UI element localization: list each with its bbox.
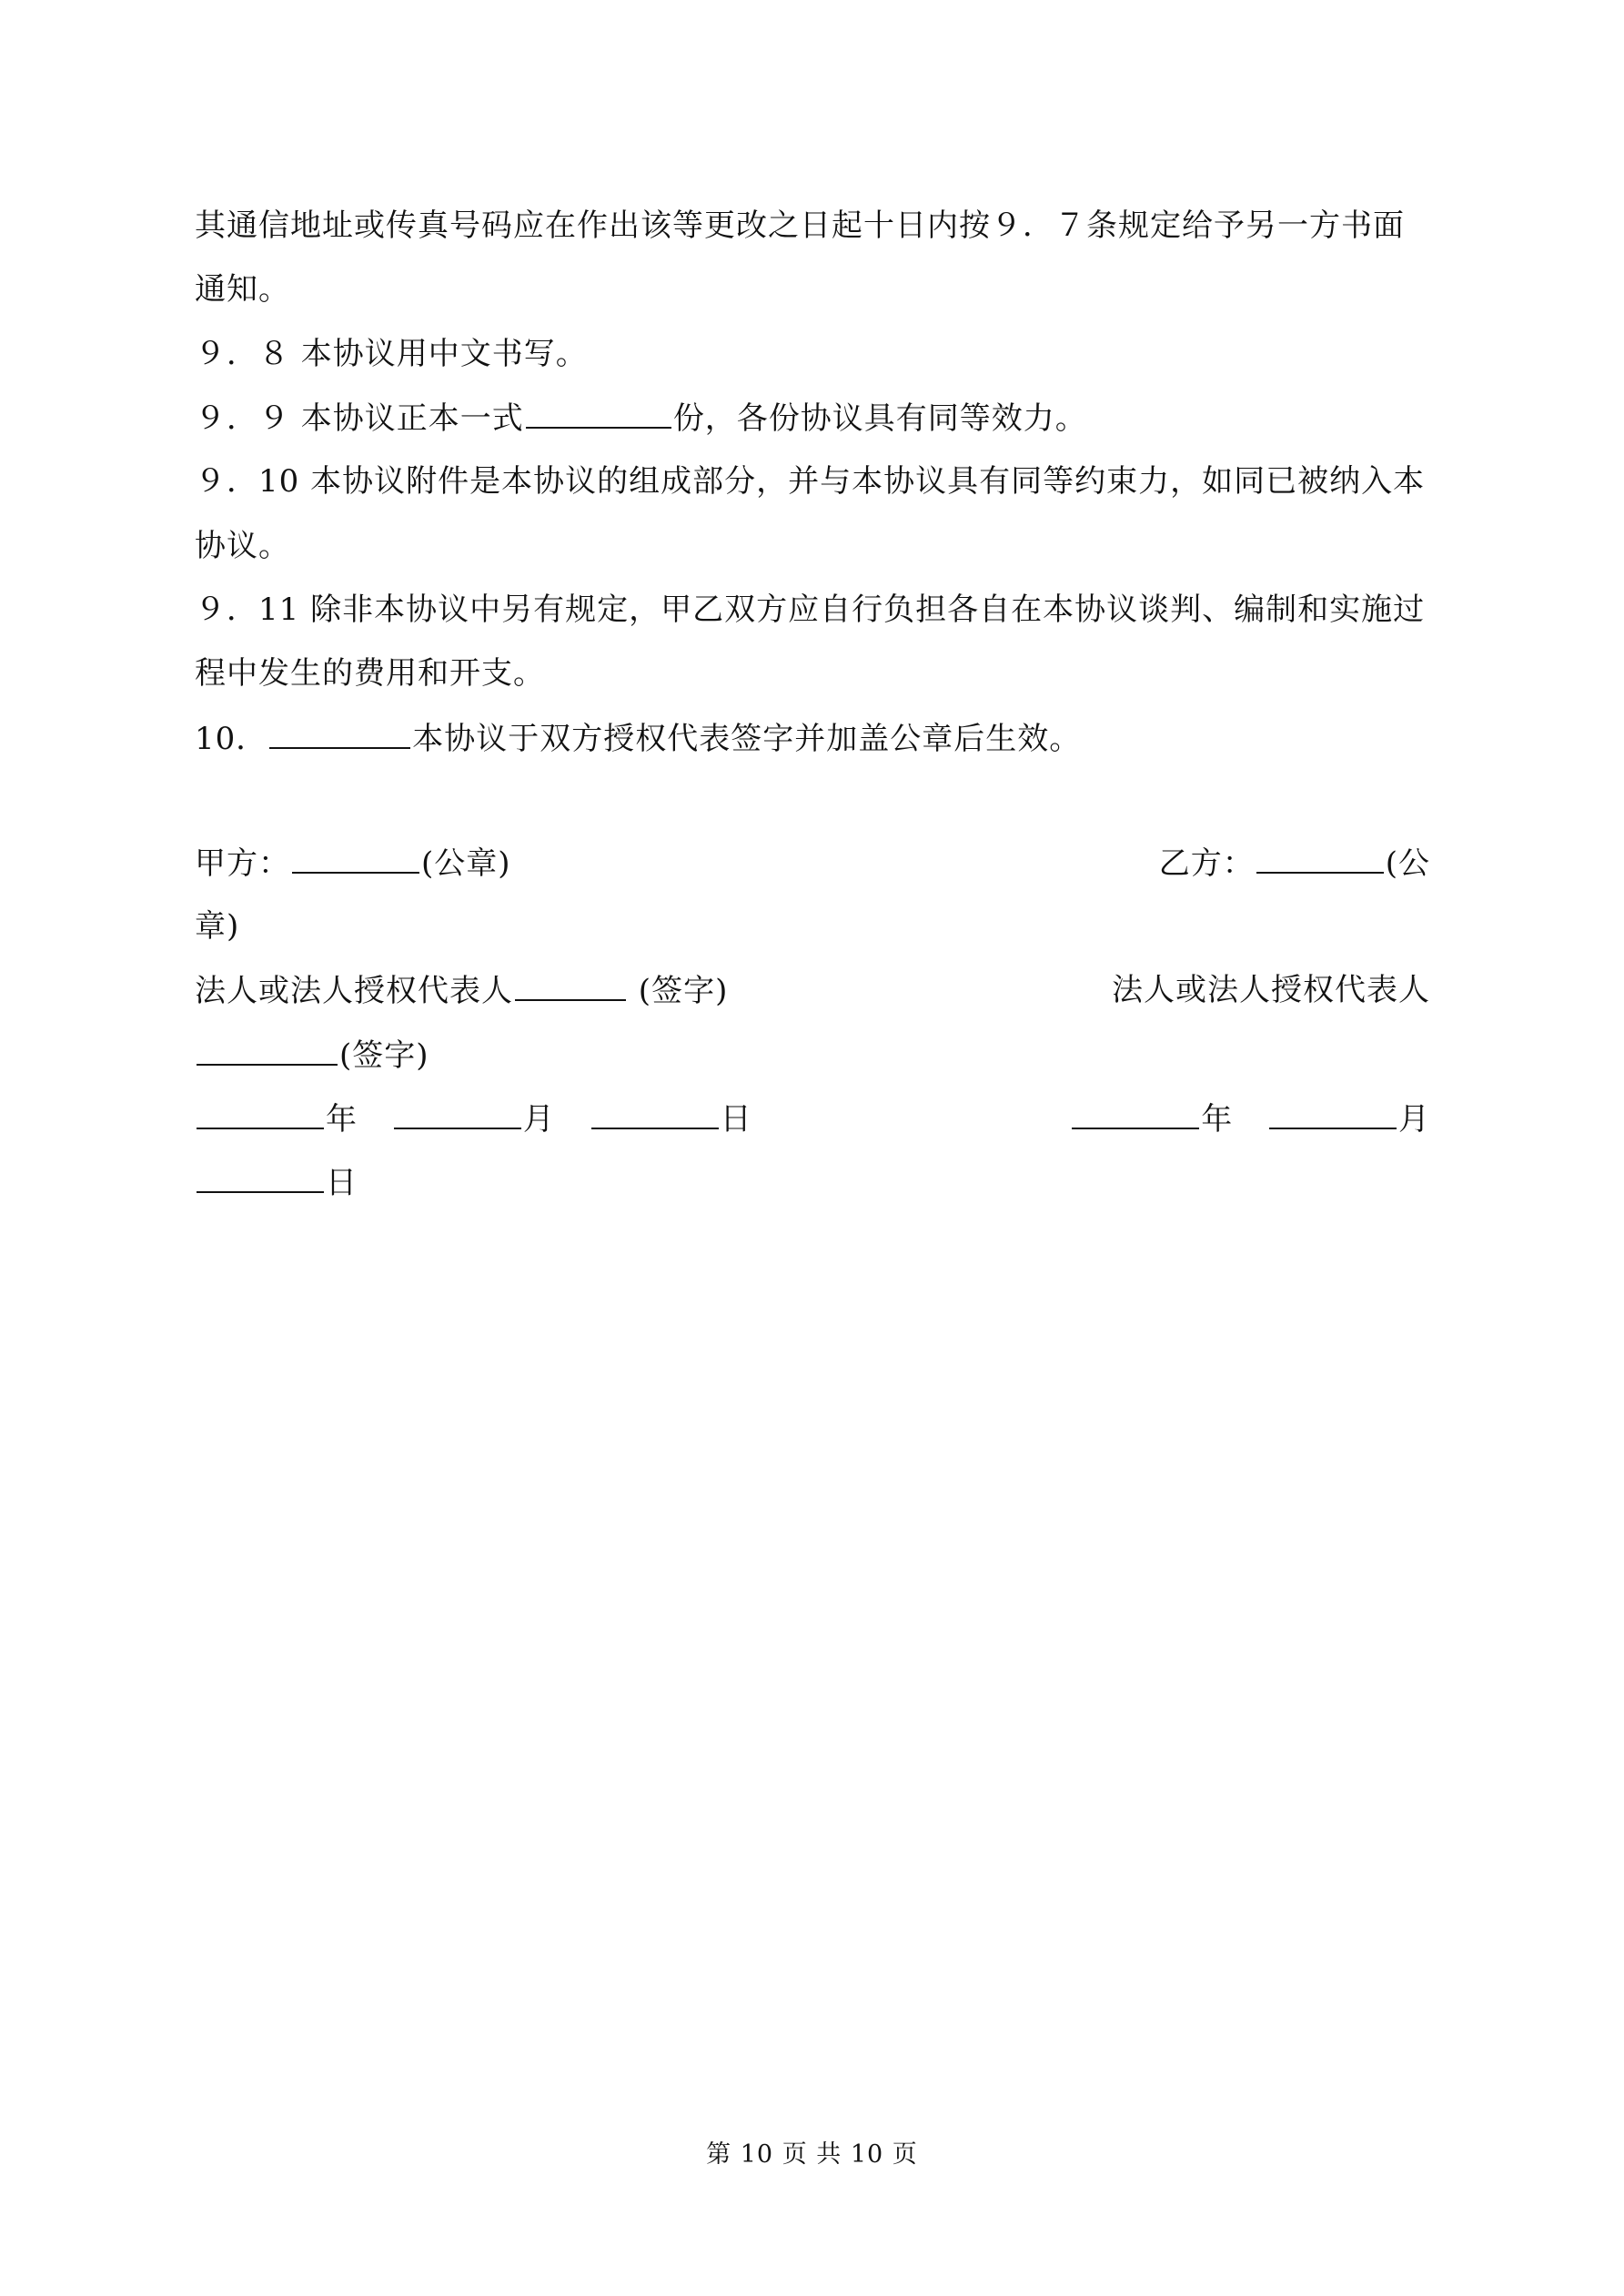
party-b-label: 乙方：: [1158, 845, 1255, 882]
clause-9-8: ９．８ 本协议用中文书写。: [195, 336, 588, 372]
party-b-sign-label: (签字): [339, 1037, 429, 1074]
party-b-row: [1159, 845, 1430, 882]
party-a-row: [195, 845, 511, 882]
party-a-month-blank[interactable]: [394, 1100, 521, 1129]
party-a-rep-signature-blank[interactable]: [515, 972, 626, 1001]
party-a-seal: (公章): [421, 845, 511, 882]
clause-9-7-line2: 通知。: [195, 271, 290, 308]
party-a-day-label: 日: [720, 1101, 752, 1138]
party-a-rep-row: [195, 972, 728, 1009]
copies-count-blank[interactable]: [526, 400, 671, 429]
clause-9-9-text-after: 份，各份协议具有同等效力。: [672, 400, 1087, 437]
party-b-year-label: 年: [1201, 1101, 1234, 1138]
party-b-rep-signature-blank[interactable]: [197, 1037, 338, 1066]
party-b-day-row: [195, 1164, 358, 1201]
clause-9-7-line1: 其通信地址或传真号码应在作出该等更改之日起十日内按９．７条规定给予另一方书面: [195, 207, 1405, 244]
clause-9-10-line2: 协议。: [195, 528, 290, 564]
party-a-year-blank[interactable]: [197, 1100, 324, 1129]
party-b-seal-start: (公: [1385, 845, 1430, 882]
party-b-rep-row: [195, 1037, 429, 1074]
clause-10-text: 本协议于双方授权代表签字并加盖公章后生效。: [412, 721, 1082, 757]
party-a-sign-label: (签字): [628, 973, 729, 1009]
party-b-name-blank[interactable]: [1256, 845, 1384, 874]
clause-9-9-text-before: ９．９ 本协议正本一式: [195, 400, 524, 437]
party-b-seal-end: 章): [195, 908, 240, 945]
clause-9-10-line1: ９．10 本协议附件是本协议的组成部分，并与本协议具有同等约束力，如同已被纳入本: [195, 463, 1426, 500]
clause-10-blank[interactable]: [269, 720, 410, 749]
clause-9-9: [195, 400, 1087, 437]
party-a-name-blank[interactable]: [292, 845, 419, 874]
party-a-year-label: 年: [326, 1101, 358, 1138]
party-b-day-label: 日: [326, 1165, 358, 1201]
clause-9-11-line1: ９．11 除非本协议中另有规定，甲乙双方应自行负担各自在本协议谈判、编制和实施过: [195, 592, 1426, 628]
party-a-date-row: [195, 1100, 752, 1138]
party-b-date-row: [1070, 1100, 1430, 1138]
party-a-month-label: 月: [522, 1101, 555, 1138]
party-a-rep-label: 法人或法人授权代表人: [195, 973, 513, 1009]
clause-10: [195, 720, 1081, 757]
party-b-month-label: 月: [1398, 1101, 1430, 1138]
party-b-month-blank[interactable]: [1269, 1100, 1397, 1129]
party-a-day-blank[interactable]: [591, 1100, 719, 1129]
page-number-footer: 第 10 页 共 10 页: [706, 2140, 918, 2169]
party-b-rep-label: 法人或法人授权代表人: [1112, 972, 1430, 1008]
clause-9-11-line2: 程中发生的费用和开支。: [195, 655, 545, 692]
party-b-year-blank[interactable]: [1072, 1100, 1199, 1129]
party-a-label: 甲方：: [195, 845, 290, 882]
clause-10-number: 10．: [195, 721, 268, 757]
party-b-day-blank[interactable]: [197, 1164, 324, 1193]
